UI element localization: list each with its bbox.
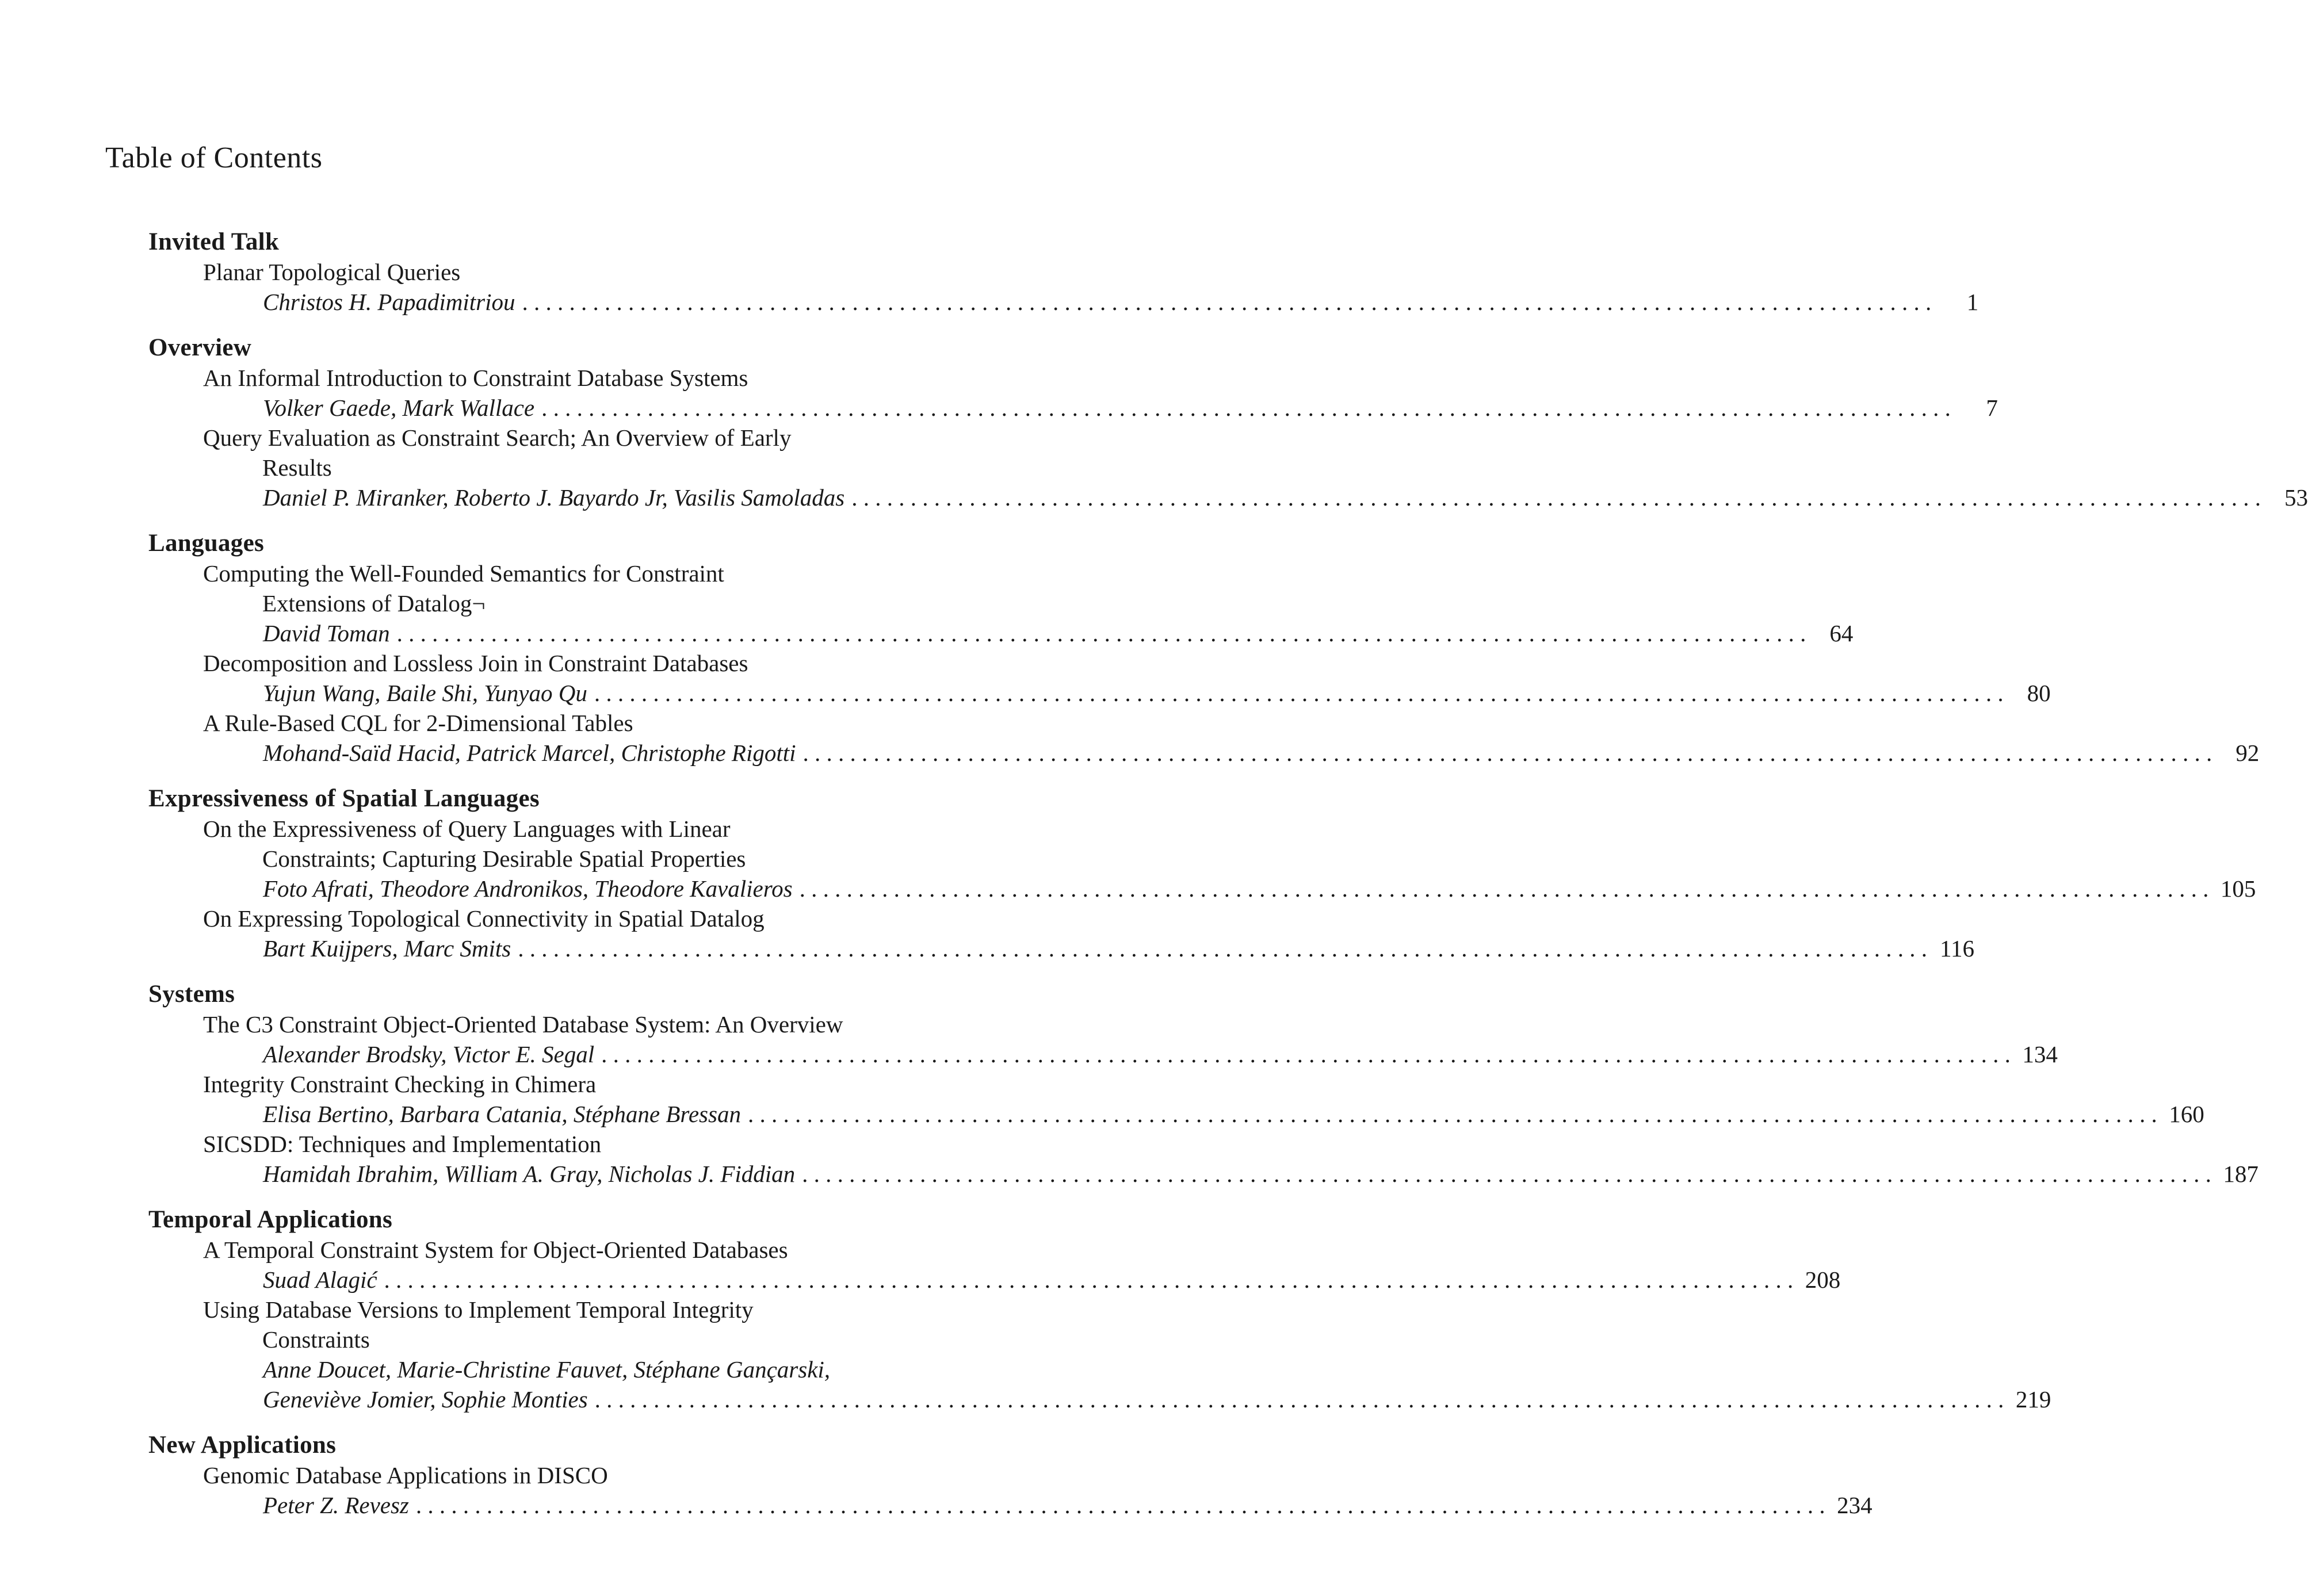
dot-leader: . . . . . . . . . . . . . . . . . . . . . . . . . . . . . . . . . . . . . . . . . . . . . . . . . . . . . . . . . . . . . . . . . . . . . . . . . . . . . . . . . . . . . . . . . . . . . . . . . . . . . . . . . . . . . . . . . . . . . . . .: [522, 289, 1932, 315]
entry-authors-row: [148, 738, 2260, 768]
entry-page-number: 187: [2223, 1161, 2259, 1187]
entry-title-line: On Expressing Topological Connectivity in Spatial Datalog: [203, 905, 765, 932]
entry-authors-row: [148, 483, 2308, 512]
entry-title-line: Query Evaluation as Constraint Search; An Overview of Early: [203, 424, 792, 451]
entry-authors-row: [148, 618, 1854, 648]
entry-authors-row: [148, 1384, 2051, 1414]
entry-authors-row: [148, 678, 2051, 708]
entry-title-line: Decomposition and Lossless Join in Constraint Databases: [203, 650, 748, 676]
entry-authors: Volker Gaede, Mark Wallace: [263, 395, 535, 421]
entry-authors-row: [148, 874, 2256, 904]
entry-page-number: 64: [1829, 620, 1854, 646]
entry-title[interactable]: [148, 1129, 952, 1159]
entry-authors: Anne Doucet, Marie-Christine Fauvet, Stéphane Gançarski,: [263, 1356, 831, 1383]
entry-title-line: A Temporal Constraint System for Object-Oriented Databases: [203, 1237, 788, 1263]
entry-title-line: Results: [262, 454, 332, 481]
entry-title[interactable]: [148, 1235, 952, 1265]
section-title: Invited Talk: [148, 228, 280, 255]
entry-authors-row: [148, 287, 1979, 317]
entry-authors-row: [148, 393, 1998, 423]
entry-authors: Peter Z. Revesz: [263, 1492, 409, 1518]
toc-section: [148, 784, 2256, 963]
section-title: Temporal Applications: [148, 1206, 393, 1233]
entry-title-line: Planar Topological Queries: [203, 259, 461, 285]
entry-authors-row: [148, 1265, 1841, 1295]
dot-leader: . . . . . . . . . . . . . . . . . . . . . . . . . . . . . . . . . . . . . . . . . . . . . . . . . . . . . . . . . . . . . . . . . . . . . . . . . . . . . . . . . . . . . . . . . . . . . . . . . . . . . . . . . . . . . . . . . . . . . . . .: [518, 935, 1928, 962]
toc-section: [148, 1205, 2051, 1414]
entry-authors-row: [148, 933, 1975, 963]
entry-title-line: Constraints; Capturing Desirable Spatial Properties: [262, 845, 746, 872]
entry-page-number: 160: [2169, 1101, 2204, 1127]
page-title: Table of Contents: [105, 141, 323, 174]
section-title: Expressiveness of Spatial Languages: [148, 785, 540, 812]
entry-title[interactable]: [148, 363, 952, 393]
section-title: Overview: [148, 334, 252, 361]
section-title: Languages: [148, 530, 265, 557]
toc-section: [148, 979, 2259, 1189]
entry-title-line: Constraints: [262, 1326, 370, 1353]
entry-title[interactable]: [148, 814, 952, 874]
entry-page-number: 116: [1940, 935, 1975, 962]
entry-title-line: SICSDD: Techniques and Implementation: [203, 1131, 602, 1157]
toc-section: [148, 227, 1979, 317]
entry-authors: Hamidah Ibrahim, William A. Gray, Nicholas J. Fiddian: [263, 1161, 796, 1187]
entry-title-line: The C3 Constraint Object-Oriented Database System: An Overview: [203, 1011, 843, 1038]
entry-authors: Elisa Bertino, Barbara Catania, Stéphane Bressan: [263, 1101, 741, 1127]
entry-page-number: 1: [1966, 289, 1979, 315]
section-title: Systems: [148, 981, 235, 1008]
dot-leader: . . . . . . . . . . . . . . . . . . . . . . . . . . . . . . . . . . . . . . . . . . . . . . . . . . . . . . . . . . . . . . . . . . . . . . . . . . . . . . . . . . . . . . . . . . . . . . . . . . . . . . . . . . . . . . . . . . . . . . . .: [396, 620, 1806, 646]
entry-title[interactable]: [148, 708, 952, 738]
toc-list: [148, 227, 2308, 1536]
entry-authors: Suad Alagić: [263, 1266, 377, 1293]
entry-title-line: Using Database Versions to Implement Temporal Integrity: [203, 1296, 754, 1323]
entry-authors: Mohand-Saïd Hacid, Patrick Marcel, Christophe Rigotti: [263, 740, 796, 766]
entry-page-number: 134: [2022, 1041, 2058, 1067]
entry-page-number: 234: [1837, 1492, 1873, 1518]
entry-page-number: 7: [1986, 395, 1998, 421]
entry-title[interactable]: [148, 1069, 952, 1099]
entry-authors: Foto Afrati, Theodore Andronikos, Theodore Kavalieros: [263, 875, 793, 902]
entry-authors: David Toman: [263, 620, 390, 646]
section-title: New Applications: [148, 1432, 337, 1459]
entry-title-line: On the Expressiveness of Query Languages with Linear: [203, 816, 731, 842]
dot-leader: . . . . . . . . . . . . . . . . . . . . . . . . . . . . . . . . . . . . . . . . . . . . . . . . . . . . . . . . . . . . . . . . . . . . . . . . . . . . . . . . . . . . . . . . . . . . . . . . . . . . . . . . . . . . . . . . . . . . . . . .: [601, 1041, 2011, 1067]
entry-page-number: 208: [1805, 1266, 1841, 1293]
entry-page-number: 80: [2027, 680, 2051, 706]
dot-leader: . . . . . . . . . . . . . . . . . . . . . . . . . . . . . . . . . . . . . . . . . . . . . . . . . . . . . . . . . . . . . . . . . . . . . . . . . . . . . . . . . . . . . . . . . . . . . . . . . . . . . . . . . . . . . . . . . . . . . . . .: [541, 395, 1951, 421]
dot-leader: . . . . . . . . . . . . . . . . . . . . . . . . . . . . . . . . . . . . . . . . . . . . . . . . . . . . . . . . . . . . . . . . . . . . . . . . . . . . . . . . . . . . . . . . . . . . . . . . . . . . . . . . . . . . . . . . . . . . . . . .: [747, 1101, 2157, 1127]
entry-authors-row: [148, 1039, 2058, 1069]
entry-title[interactable]: [148, 1295, 952, 1354]
entry-title[interactable]: [148, 558, 952, 618]
entry-authors: Geneviève Jomier, Sophie Monties: [263, 1386, 588, 1413]
toc-section: [148, 1430, 1873, 1520]
dot-leader: . . . . . . . . . . . . . . . . . . . . . . . . . . . . . . . . . . . . . . . . . . . . . . . . . . . . . . . . . . . . . . . . . . . . . . . . . . . . . . . . . . . . . . . . . . . . . . . . . . . . . . . . . . . . . . . . . . . . . . . .: [803, 740, 2213, 766]
dot-leader: . . . . . . . . . . . . . . . . . . . . . . . . . . . . . . . . . . . . . . . . . . . . . . . . . . . . . . . . . . . . . . . . . . . . . . . . . . . . . . . . . . . . . . . . . . . . . . . . . . . . . . . . . . . . . . . . . . . . . . . .: [851, 484, 2261, 511]
entry-authors: Alexander Brodsky, Victor E. Segal: [263, 1041, 595, 1067]
entry-page-number: 92: [2236, 740, 2260, 766]
entry-authors: Yujun Wang, Baile Shi, Yunyao Qu: [263, 680, 587, 706]
entry-title[interactable]: [148, 1460, 952, 1490]
entry-title[interactable]: [148, 648, 952, 678]
entry-title[interactable]: [148, 257, 952, 287]
entry-title[interactable]: [148, 1009, 952, 1039]
entry-authors: Bart Kuijpers, Marc Smits: [263, 935, 511, 962]
dot-leader: . . . . . . . . . . . . . . . . . . . . . . . . . . . . . . . . . . . . . . . . . . . . . . . . . . . . . . . . . . . . . . . . . . . . . . . . . . . . . . . . . . . . . . . . . . . . . . . . . . . . . . . . . . . . . . . . . . . . . . . .: [802, 1161, 2211, 1187]
dot-leader: . . . . . . . . . . . . . . . . . . . . . . . . . . . . . . . . . . . . . . . . . . . . . . . . . . . . . . . . . . . . . . . . . . . . . . . . . . . . . . . . . . . . . . . . . . . . . . . . . . . . . . . . . . . . . . . . . . . . . . . .: [594, 680, 2004, 706]
entry-title-line: Computing the Well-Founded Semantics for Constraint: [203, 560, 724, 587]
entry-page-number: 105: [2220, 875, 2256, 902]
entry-authors-row: [148, 1159, 2259, 1189]
entry-page-number: 53: [2284, 484, 2308, 511]
toc-section: [148, 529, 2260, 768]
dot-leader: . . . . . . . . . . . . . . . . . . . . . . . . . . . . . . . . . . . . . . . . . . . . . . . . . . . . . . . . . . . . . . . . . . . . . . . . . . . . . . . . . . . . . . . . . . . . . . . . . . . . . . . . . . . . . . . . . . . . . . . .: [415, 1492, 1825, 1518]
dot-leader: . . . . . . . . . . . . . . . . . . . . . . . . . . . . . . . . . . . . . . . . . . . . . . . . . . . . . . . . . . . . . . . . . . . . . . . . . . . . . . . . . . . . . . . . . . . . . . . . . . . . . . . . . . . . . . . . . . . . . . . .: [799, 875, 2209, 902]
dot-leader: . . . . . . . . . . . . . . . . . . . . . . . . . . . . . . . . . . . . . . . . . . . . . . . . . . . . . . . . . . . . . . . . . . . . . . . . . . . . . . . . . . . . . . . . . . . . . . . . . . . . . . . . . . . . . . . . . . . . . . . .: [594, 1386, 2004, 1413]
entry-authors: Daniel P. Miranker, Roberto J. Bayardo Jr, Vasilis Samoladas: [263, 484, 845, 511]
entry-title-line: Extensions of Datalog¬: [262, 590, 486, 617]
entry-authors-row: [148, 1099, 2204, 1129]
entry-title[interactable]: [148, 904, 952, 933]
entry-title-line: An Informal Introduction to Constraint Database Systems: [203, 365, 748, 391]
entry-title-line: A Rule-Based CQL for 2-Dimensional Tables: [203, 710, 633, 736]
toc-section: [148, 333, 2308, 512]
entry-page-number: 219: [2015, 1386, 2051, 1413]
dot-leader: . . . . . . . . . . . . . . . . . . . . . . . . . . . . . . . . . . . . . . . . . . . . . . . . . . . . . . . . . . . . . . . . . . . . . . . . . . . . . . . . . . . . . . . . . . . . . . . . . . . . . . . . . . . . . . . . . . . . . . . .: [384, 1266, 1794, 1293]
entry-title-line: Integrity Constraint Checking in Chimera: [203, 1071, 597, 1097]
entry-title-line: Genomic Database Applications in DISCO: [203, 1462, 608, 1488]
entry-authors: Christos H. Papadimitriou: [263, 289, 515, 315]
entry-authors-row: [148, 1490, 1873, 1520]
entry-title[interactable]: [148, 423, 952, 483]
